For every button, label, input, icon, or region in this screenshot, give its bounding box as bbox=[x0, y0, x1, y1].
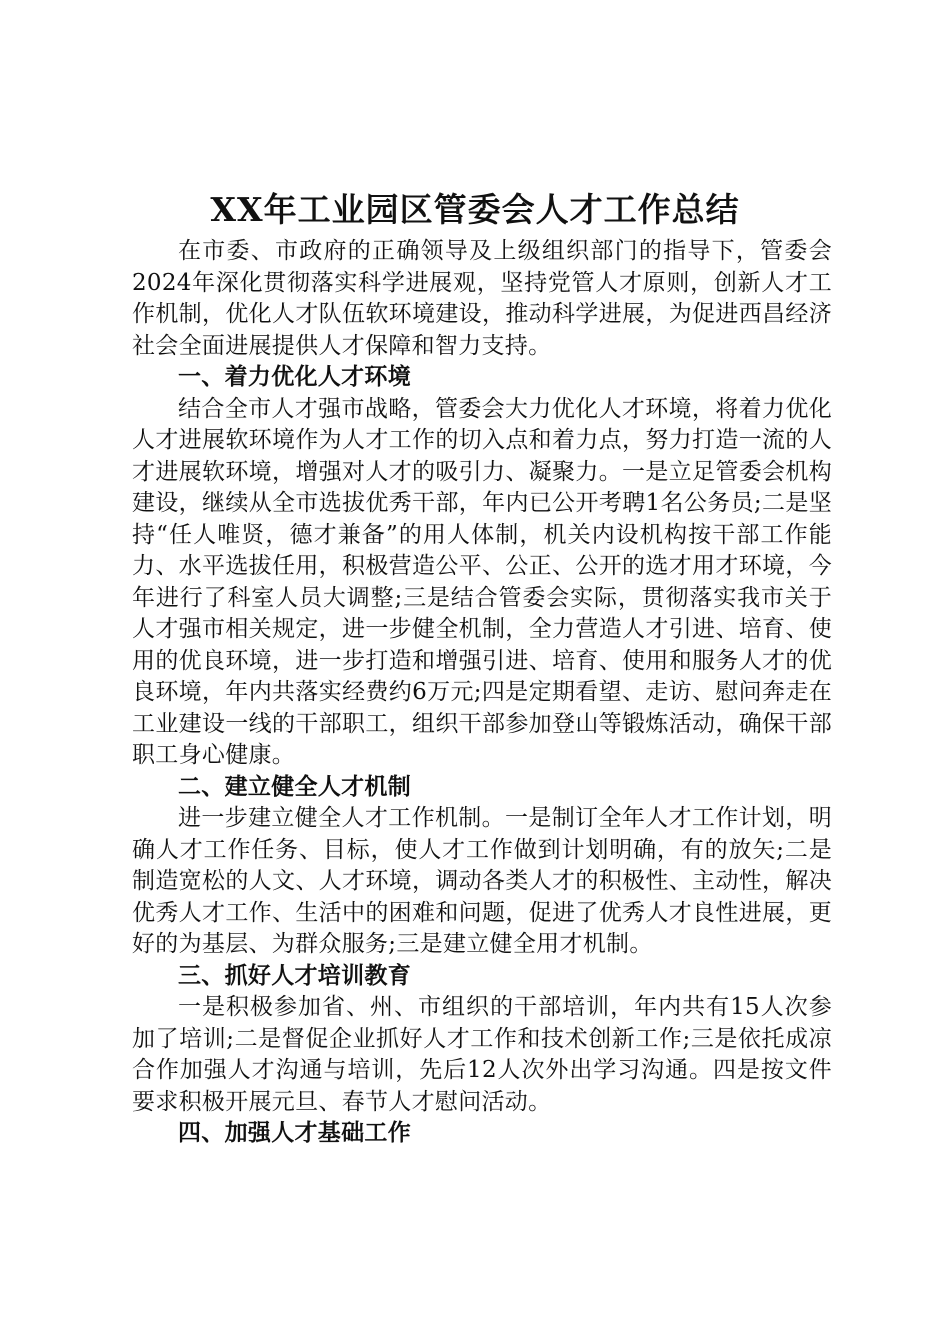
section-heading-4: 四、加强人才基础工作 bbox=[178, 1120, 411, 1146]
intro-paragraph: 在市委、市政府的正确领导及上级组织部门的指导下，管委会2024年深化贯彻落实科学进展观，坚持党管人才原则，创新人才工作机制，优化人才队伍软环境建设，推动科学进展，为促进西昌经济社会全面进展提供人才保障和智力支持。 bbox=[132, 238, 832, 359]
section-heading-3: 三、抓好人才培训教育 bbox=[178, 962, 411, 989]
document-title: XX年工业园区管委会人才工作总结 bbox=[210, 190, 740, 229]
section-paragraph-2: 进一步建立健全人才工作机制。一是制订全年人才工作计划，明确人才工作任务、目标，使人才工作做到计划明确，有的放矢;二是制造宽松的人文、人才环境，调动各类人才的积极性、主动性，解决优秀人才工作、生活中的困难和问题，促进了优秀人才良性进展，更好的为基层、为群众服务;三是建立健全用才机制。 bbox=[132, 805, 832, 957]
document-body bbox=[132, 236, 832, 1150]
section-heading-2: 二、建立健全人才机制 bbox=[178, 773, 411, 800]
section-paragraph-3: 一是积极参加省、州、市组织的干部培训，年内共有15人次参加了培训;二是督促企业抓好人才工作和技术创新工作;三是依托成凉合作加强人才沟通与培训，先后12人次外出学习沟通。四是按文件要求积极开展元旦、春节人才慰问活动。 bbox=[132, 994, 832, 1115]
section-paragraph-1: 结合全市人才强市战略，管委会大力优化人才环境，将着力优化人才进展软环境作为人才工作的切入点和着力点，努力打造一流的人才进展软环境，增强对人才的吸引力、凝聚力。一是立足管委会机构建设，继续从全市选拔优秀干部，年内已公开考聘1名公务员;二是坚持“任人唯贤，德才兼备”的用人体制，机关内设机构按干部工作能力、水平选拔任用，积极营造公平、公正、公开的选才用才环境，今年进行了科室人员大调整;三是结合管委会实际，贯彻落实我市关于人才强市相关规定，进一步健全机制，全力营造人才引进、培育、使用的优良环境，进一步打造和增强引进、培育、使用和服务人才的优良环境，年内共落实经费约6万元;四是定期看望、走访、慰问奔走在工业建设一线的干部职工，组织干部参加登山等锻炼活动，确保干部职工身心健康。 bbox=[132, 395, 832, 768]
section-heading-1: 一、着力优化人才环境 bbox=[178, 364, 411, 390]
